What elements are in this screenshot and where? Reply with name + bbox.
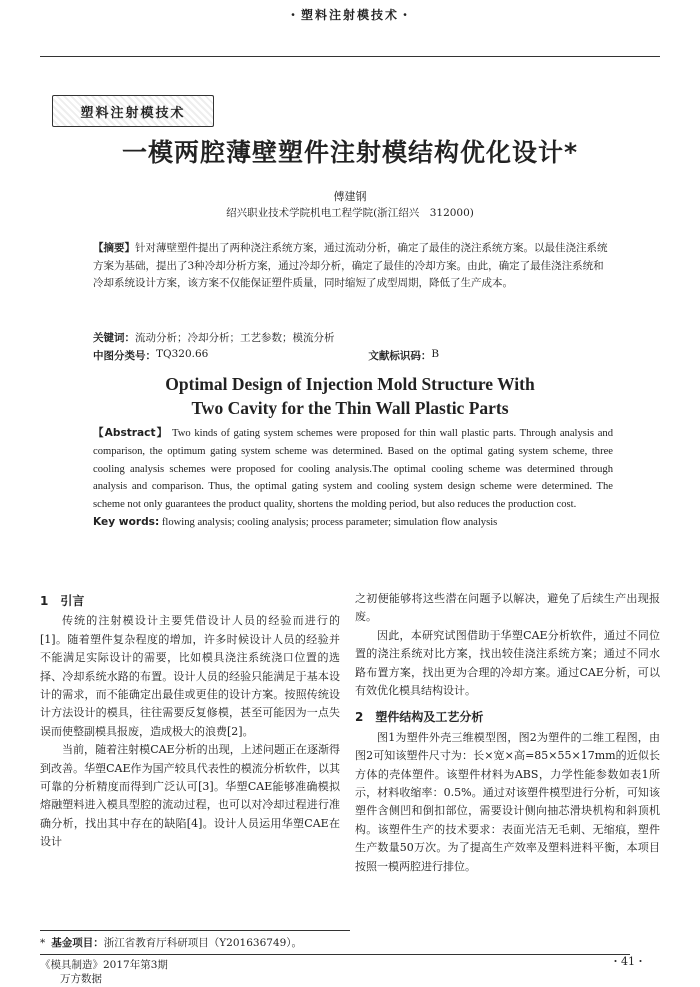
section-1-heading: 1 引言 (40, 594, 85, 608)
abstract-en-text: Two kinds of gating system schemes were proposed for thin wall plastic parts. Through analysis and comparison, the optimum gating system scheme was determined. Based on the optimal gating system scheme, three cooling analysis schemes were proposed for cooling analysis.The optimal cooling scheme was determined through analysis and comparison. Thus, the optimal gating system and cooling system design scheme were determined. The scheme not only guarantees the product quality, shortens the molding period, but also reduces the production cost. (93, 428, 613, 511)
column-badge: 塑料注射模技术 (52, 95, 214, 127)
keywords-cn-text: 流动分析；冷却分析；工艺参数；模流分析 (135, 332, 335, 344)
keywords-en-label: Key words: (93, 515, 160, 528)
classification-line (93, 348, 613, 363)
section-2-heading: 2 塑件结构及工艺分析 (355, 710, 484, 725)
funding-note (40, 930, 350, 950)
keywords-en-text: flowing analysis; cooling analysis; process parameter; simulation flow analysis (161, 516, 498, 528)
journal-info (40, 954, 630, 972)
abstract-cn (93, 240, 613, 293)
running-header: ・塑料注射模技术・ (286, 8, 413, 22)
funding-text: 浙江省教育厅科研项目（Y201636749）。 (103, 937, 303, 949)
english-title (40, 372, 660, 420)
section-1-paragraph-3: 因此，本研究试图借助于华塑CAE分析软件，通过不同位置的浇注系统对比方案，找出较佳浇注系统方案；通过不同水路布置方案，找出更为合理的冷却方案。通过CAE分析，可以有效优化模具结构设计。 (355, 628, 660, 698)
section-2-paragraph-1: 图1为塑件外壳三维模型图，图2为塑件的二维工程图，由图2可知该塑件尺寸为：长×宽×高=85×55×17mm的近似长方体的壳体塑件。该塑件材料为ABS，力学性能参数如表1所示，材料收缩率：0.5%。通过对该塑件模型进行分析，可知该塑件含侧凹和倒扣部位，需要设计侧向抽芯滑块机构和斜顶机构。该塑件生产的技术要求：表面光洁无毛刺、无缩痕，塑件生产数量50万次。为了提高生产效率及塑料进料平衡，本项目按照一模两腔进行排位。 (355, 730, 660, 873)
author: 傅建钢 (333, 190, 367, 203)
doc-code-label: 文献标识码： (368, 350, 432, 362)
abstract-cn-text: 针对薄壁塑件提出了两种浇注系统方案，通过流动分析，确定了最佳的浇注系统方案。以最佳浇注系统方案为基础，提出了3种冷却分析方案，通过冷却分析，确定了最佳的冷却方案。由此，确定了最佳浇注系统和冷却系统设计方案，该方案不仅能保证塑件质量，同时缩短了成型周期，降低了生产成本。 (93, 242, 608, 289)
body-right-column (355, 590, 660, 876)
section-1-paragraph-2: 当前，随着注射模CAE分析的出现，上述问题正在逐渐得到改善。华塑CAE作为国产较具代表性的模流分析软件，以其可靠的分析精度而得到广泛认可[3]。华塑CAE能够准确模拟熔融塑料进入模具型腔的流动过程，也可以对冷却过程进行准确分析，找出其中存在的缺陷[4]。设计人员运用华塑CAE在设计 (40, 743, 340, 849)
page-number: ・41・ (610, 955, 646, 968)
keywords-cn-label: 关键词： (93, 332, 135, 344)
body-left-column (40, 590, 340, 852)
affiliation: 绍兴职业技术学院机电工程学院(浙江绍兴 312000) (226, 207, 474, 219)
section-1-paragraph-1: 传统的注射模设计主要凭借设计人员的经验而进行的[1]。随着塑件复杂程度的增加，许多时候设计人员的经验并不能满足实际设计的需要，比如模具浇注系统浇口位置的选择、冷却系统水路的布置。设计人员的经验只能满足于基本设计的需求，而不能确定出最佳或更佳的设计方案。按照传统设计方法设计的模具，往往需要反复修模，甚至可能因为一点失误而使整副模具报废，造成极大的浪费[2]。 (40, 614, 340, 738)
journal-name: 《模具制造》2017年第3期 (40, 959, 168, 971)
clc-value: TQ320.66 (156, 348, 209, 360)
header-rule (40, 56, 660, 57)
english-title-line2: Two Cavity for the Thin Wall Plastic Parts (191, 398, 509, 418)
keywords-cn (93, 330, 613, 345)
abstract-en-label: 【Abstract】 (93, 427, 169, 439)
abstract-cn-label: 【摘要】 (93, 242, 135, 254)
continued-paragraph: 之初便能够将这些潜在问题予以解决，避免了后续生产出现报废。 (355, 592, 660, 624)
english-title-line1: Optimal Design of Injection Mold Structure With (165, 374, 535, 394)
funding-label: 基金项目： (51, 937, 104, 949)
paper-title: 一模两腔薄壁塑件注射模结构优化设计* (121, 138, 579, 167)
doc-code-value: B (431, 348, 440, 360)
funding-star: * (40, 937, 46, 949)
clc-label: 中图分类号： (93, 350, 156, 362)
watermark: 万方数据 (60, 973, 102, 985)
abstract-en (93, 425, 613, 532)
